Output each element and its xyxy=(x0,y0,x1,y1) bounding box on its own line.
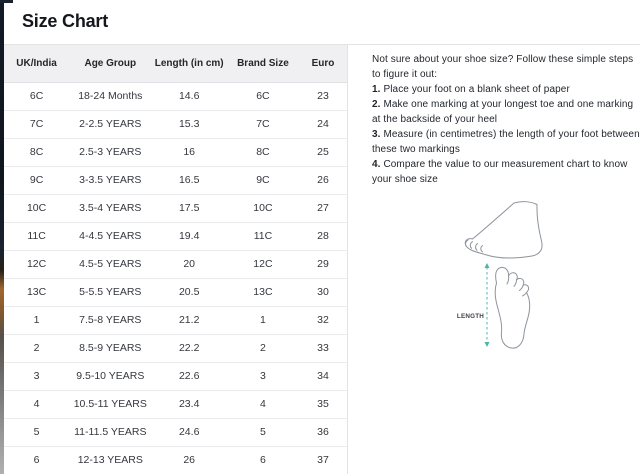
table-cell: 36 xyxy=(299,418,347,446)
table-cell: 20.5 xyxy=(151,278,226,306)
table-cell: 5 xyxy=(227,418,299,446)
table-cell: 30 xyxy=(299,278,347,306)
table-cell: 33 xyxy=(299,334,347,362)
table-row xyxy=(4,138,347,166)
column-header-age-group: Age Group xyxy=(69,45,151,82)
table-row xyxy=(4,110,347,138)
table-cell: 14.6 xyxy=(151,82,226,110)
table-row xyxy=(4,166,347,194)
table-cell: 4 xyxy=(227,390,299,418)
column-header-euro: Euro xyxy=(299,45,347,82)
table-cell: 4.5-5 YEARS xyxy=(69,250,151,278)
table-cell: 8C xyxy=(4,138,69,166)
table-cell: 12C xyxy=(4,250,69,278)
step-number: 3. xyxy=(372,129,381,140)
table-cell: 16.5 xyxy=(151,166,226,194)
table-cell: 22.2 xyxy=(151,334,226,362)
size-table-grid xyxy=(4,45,347,474)
table-cell: 3 xyxy=(227,362,299,390)
table-cell: 37 xyxy=(299,446,347,474)
table-cell: 6C xyxy=(4,82,69,110)
table-cell: 4 xyxy=(4,390,69,418)
table-header-row xyxy=(4,45,347,82)
table-cell: 11C xyxy=(227,222,299,250)
table-cell: 11C xyxy=(4,222,69,250)
table-cell: 28 xyxy=(299,222,347,250)
table-cell: 26 xyxy=(299,166,347,194)
step-text: Measure (in centimetres) the length of your foot between these two markings xyxy=(372,129,640,155)
table-cell: 12-13 YEARS xyxy=(69,446,151,474)
table-cell: 32 xyxy=(299,306,347,334)
table-cell: 15.3 xyxy=(151,110,226,138)
table-cell: 6C xyxy=(227,82,299,110)
table-cell: 35 xyxy=(299,390,347,418)
table-cell: 29 xyxy=(299,250,347,278)
table-cell: 26 xyxy=(151,446,226,474)
side-foot-toes xyxy=(465,240,482,252)
guide-intro: Not sure about your shoe size? Follow these simple steps to figure it out: xyxy=(372,54,634,80)
length-arrow-top xyxy=(485,263,490,268)
table-row xyxy=(4,306,347,334)
step-number: 1. xyxy=(372,84,381,95)
table-cell: 13C xyxy=(227,278,299,306)
table-cell: 6 xyxy=(227,446,299,474)
table-cell: 19.4 xyxy=(151,222,226,250)
table-cell: 7C xyxy=(4,110,69,138)
table-cell: 20 xyxy=(151,250,226,278)
table-row xyxy=(4,250,347,278)
guide-step-3 xyxy=(372,127,640,157)
table-cell: 21.2 xyxy=(151,306,226,334)
table-cell: 9.5-10 YEARS xyxy=(69,362,151,390)
table-cell: 9C xyxy=(4,166,69,194)
table-row xyxy=(4,362,347,390)
table-cell: 3.5-4 YEARS xyxy=(69,194,151,222)
sole-foot-illustration xyxy=(495,267,530,348)
table-row xyxy=(4,194,347,222)
table-cell: 13C xyxy=(4,278,69,306)
table-cell: 7C xyxy=(227,110,299,138)
sizing-guide xyxy=(372,52,640,187)
table-row xyxy=(4,334,347,362)
table-cell: 2 xyxy=(227,334,299,362)
table-cell: 24 xyxy=(299,110,347,138)
table-cell: 1 xyxy=(4,306,69,334)
table-cell: 22.6 xyxy=(151,362,226,390)
table-cell: 5 xyxy=(4,418,69,446)
table-cell: 1 xyxy=(227,306,299,334)
column-header-brand-size: Brand Size xyxy=(227,45,299,82)
table-cell: 6 xyxy=(4,446,69,474)
table-cell: 4-4.5 YEARS xyxy=(69,222,151,250)
table-row xyxy=(4,82,347,110)
step-number: 4. xyxy=(372,159,381,170)
foot-measurement-diagram xyxy=(440,193,640,363)
sole-foot-outline xyxy=(495,267,530,348)
column-header-uk-india: UK/India xyxy=(4,45,69,82)
table-cell: 23 xyxy=(299,82,347,110)
table-row xyxy=(4,222,347,250)
table-cell: 17.5 xyxy=(151,194,226,222)
table-cell: 2.5-3 YEARS xyxy=(69,138,151,166)
step-number: 2. xyxy=(372,99,381,110)
table-cell: 11-11.5 YEARS xyxy=(69,418,151,446)
column-header-length-cm: Length (in cm) xyxy=(151,45,226,82)
step-text: Make one marking at your longest toe and one marking at the backside of your heel xyxy=(372,99,634,125)
table-cell: 9C xyxy=(227,166,299,194)
table-cell: 34 xyxy=(299,362,347,390)
step-text: Place your foot on a blank sheet of paper xyxy=(383,84,570,95)
table-row xyxy=(4,446,347,474)
length-label: LENGTH xyxy=(456,313,484,320)
table-cell: 10C xyxy=(227,194,299,222)
guide-step-1 xyxy=(372,82,640,97)
table-cell: 27 xyxy=(299,194,347,222)
table-cell: 5-5.5 YEARS xyxy=(69,278,151,306)
step-text: Compare the value to our measurement chart to know your shoe size xyxy=(372,159,628,185)
table-cell: 2-2.5 YEARS xyxy=(69,110,151,138)
table-cell: 24.6 xyxy=(151,418,226,446)
table-body xyxy=(4,82,347,474)
table-cell: 8C xyxy=(227,138,299,166)
size-table xyxy=(4,45,348,474)
table-cell: 8.5-9 YEARS xyxy=(69,334,151,362)
table-cell: 12C xyxy=(227,250,299,278)
table-cell: 7.5-8 YEARS xyxy=(69,306,151,334)
table-row xyxy=(4,390,347,418)
table-cell: 23.4 xyxy=(151,390,226,418)
table-row xyxy=(4,418,347,446)
table-cell: 3 xyxy=(4,362,69,390)
table-cell: 10C xyxy=(4,194,69,222)
table-cell: 18-24 Months xyxy=(69,82,151,110)
table-cell: 10.5-11 YEARS xyxy=(69,390,151,418)
guide-step-2 xyxy=(372,97,640,127)
table-row xyxy=(4,278,347,306)
guide-step-4 xyxy=(372,157,640,187)
side-foot-illustration xyxy=(465,202,542,258)
page-edge-corner xyxy=(0,0,13,3)
table-cell: 3-3.5 YEARS xyxy=(69,166,151,194)
table-cell: 25 xyxy=(299,138,347,166)
table-cell: 2 xyxy=(4,334,69,362)
page-title: Size Chart xyxy=(22,11,109,31)
length-measure xyxy=(457,263,490,347)
length-arrow-bottom xyxy=(485,342,490,347)
table-cell: 16 xyxy=(151,138,226,166)
